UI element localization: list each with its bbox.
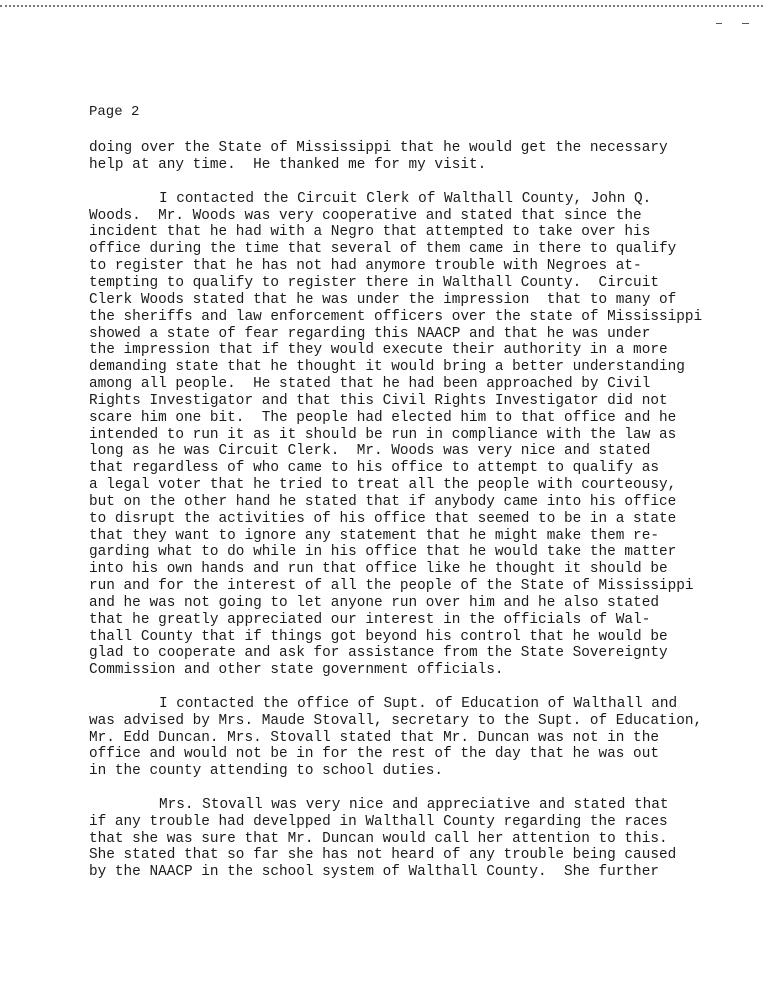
text-line: to disrupt the activities of his office that seemed to be in a state — [89, 511, 677, 527]
text-line: a legal voter that he tried to treat all the people with courteousy, — [89, 477, 677, 493]
text-line: office during the time that several of them came in there to qualify — [89, 241, 677, 257]
scan-mark — [742, 23, 749, 24]
text-line: Mrs. Stovall was very nice and appreciative and stated that — [159, 797, 669, 813]
text-line: incident that he had with a Negro that attempted to take over his — [89, 224, 651, 240]
text-line: to register that he has not had anymore trouble with Negroes at- — [89, 258, 642, 274]
text-line: Mr. Edd Duncan. Mrs. Stovall stated that Mr. Duncan was not in the — [89, 730, 659, 746]
text-line: run and for the interest of all the people of the State of Mississippi — [89, 578, 694, 594]
text-line: Clerk Woods stated that he was under the impression that to many of — [89, 292, 677, 308]
text-line: I contacted the office of Supt. of Education of Walthall and — [159, 696, 678, 712]
text-line: among all people. He stated that he had been approached by Civil — [89, 376, 651, 392]
text-line: I contacted the Circuit Clerk of Walthall County, John Q. — [159, 191, 652, 207]
page-top-edge — [0, 0, 763, 7]
text-line: Woods. Mr. Woods was very cooperative and stated that since the — [89, 208, 642, 224]
text-line: was advised by Mrs. Maude Stovall, secretary to the Supt. of Education, — [89, 713, 703, 729]
text-line: and he was not going to let anyone run over him and he also stated — [89, 595, 659, 611]
text-line: that he greatly appreciated our interest in the officials of Wal- — [89, 612, 651, 628]
text-line: long as he was Circuit Clerk. Mr. Woods was very nice and stated — [89, 443, 651, 459]
text-line: She stated that so far she has not heard of any trouble being caused — [89, 847, 677, 863]
text-line: demanding state that he thought it would bring a better understanding — [89, 359, 685, 375]
page-number: Page 2 — [89, 104, 140, 120]
text-line: help at any time. He thanked me for my visit. — [89, 157, 487, 173]
text-line: in the county attending to school duties. — [89, 763, 444, 779]
text-line: that she was sure that Mr. Duncan would call her attention to this. — [89, 831, 668, 847]
text-line: intended to run it as it should be run in compliance with the law as — [89, 427, 677, 443]
text-line: doing over the State of Mississippi that he would get the necessary — [89, 140, 668, 156]
text-line: the impression that if they would execute their authority in a more — [89, 342, 668, 358]
text-line: scare him one bit. The people had elected him to that office and he — [89, 410, 677, 426]
text-line: that regardless of who came to his office to attempt to qualify as — [89, 460, 659, 476]
text-line: Rights Investigator and that this Civil Rights Investigator did not — [89, 393, 668, 409]
text-line: the sheriffs and law enforcement officers over the state of Mississippi — [89, 309, 703, 325]
text-line: garding what to do while in his office that he would take the matter — [89, 544, 677, 560]
text-line: glad to cooperate and ask for assistance from the State Sovereignty — [89, 645, 668, 661]
text-line: if any trouble had develpped in Walthall County regarding the races — [89, 814, 668, 830]
text-line: Commission and other state government officials. — [89, 662, 504, 678]
scan-mark — [716, 23, 722, 24]
text-line: tempting to qualify to register there in Walthall County. Circuit — [89, 275, 659, 291]
text-line: that they want to ignore any statement that he might make them re- — [89, 528, 659, 544]
text-line: into his own hands and run that office like he thought it should be — [89, 561, 668, 577]
text-line: office and would not be in for the rest of the day that he was out — [89, 746, 659, 762]
text-line: by the NAACP in the school system of Walthall County. She further — [89, 864, 659, 880]
text-line: but on the other hand he stated that if anybody came into his office — [89, 494, 677, 510]
text-line: thall County that if things got beyond his control that he would be — [89, 629, 668, 645]
text-line: showed a state of fear regarding this NAACP and that he was under — [89, 326, 651, 342]
